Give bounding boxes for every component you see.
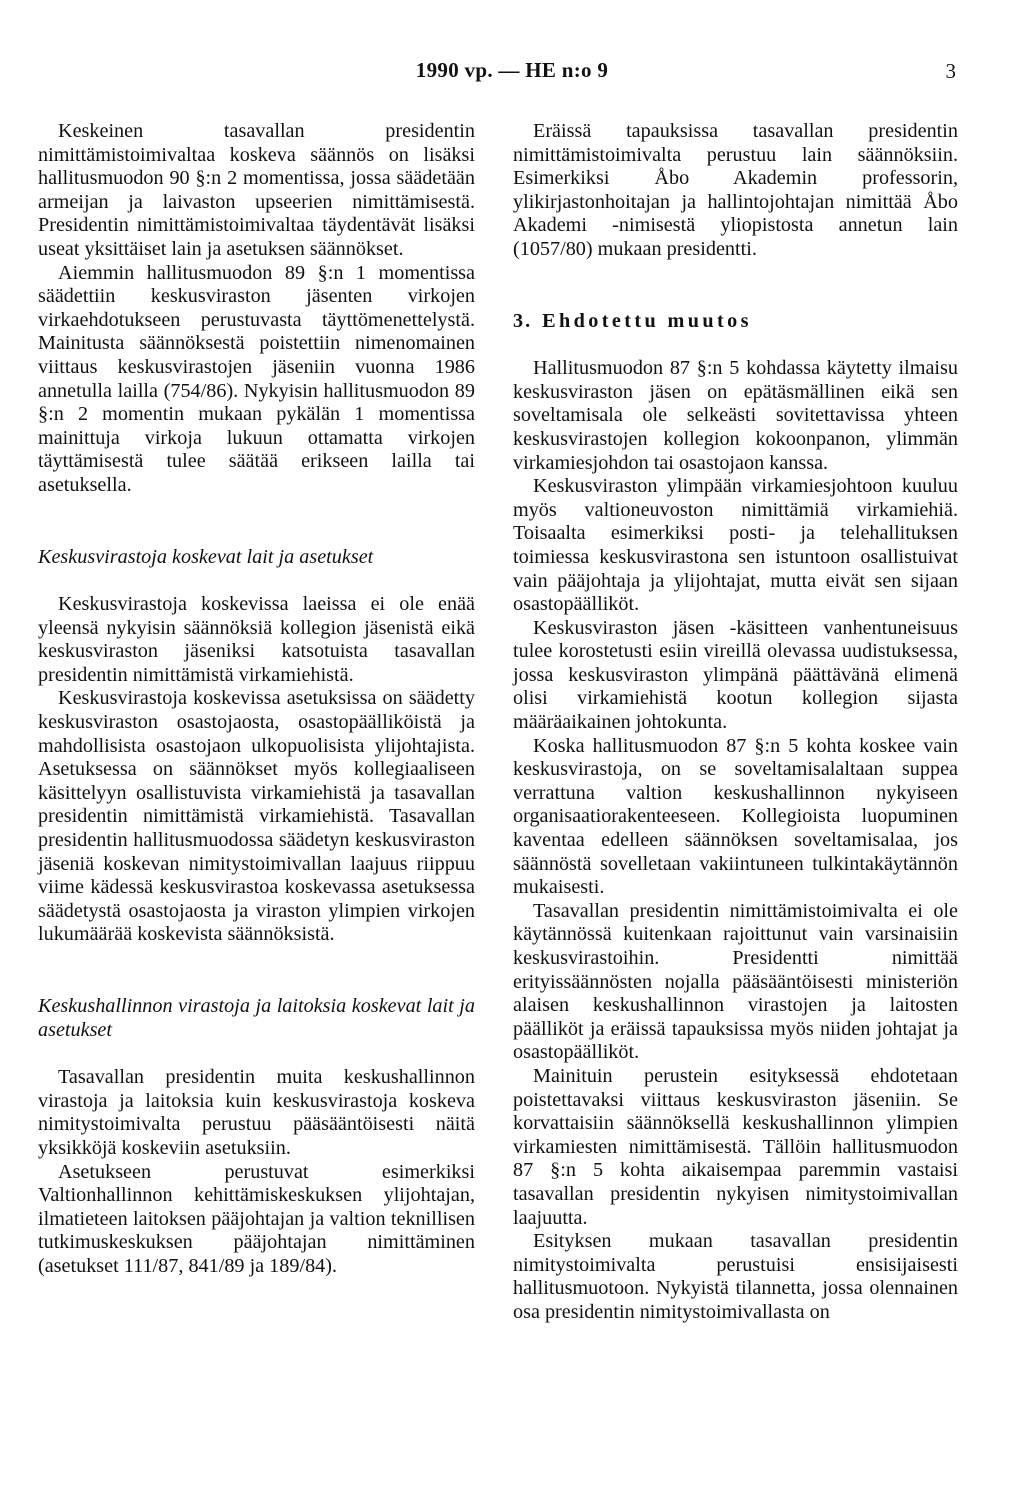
- page-header: [0, 58, 1024, 88]
- paragraph: Eräissä tapauksissa tasavallan presidentin nimittämistoimivalta perustuu lain säännöksiin. Esimerkiksi Åbo Akademin professorin, ylikirjastonhoitajan ja hallintojohtajan nimittää Åbo Akademi -nimisestä yliopistosta annetun lain (1057/80) mukaan presidentti.: [513, 120, 958, 260]
- paragraph: Tasavallan presidentin muita keskushallinnon virastoja ja laitoksia kuin keskusvirastoja koskeva nimitystoimivalta perustuu pääsääntöisesti näitä yksikköjä koskeviin asetuksiin.: [38, 1066, 475, 1159]
- page-number: 3: [945, 59, 956, 83]
- paragraph: Keskeinen tasavallan presidentin nimittämistoimivaltaa koskeva säännös on lisäksi hallitusmuodon 90 §:n 2 momentissa, jossa säädetään armeijan ja laivaston upseerien nimittämisestä. Presidentin nimittämistoimivaltaa täydentävät lisäksi useat yksittäiset lain ja asetuksen säännökset.: [38, 120, 475, 260]
- paragraph: Keskusvirastoja koskevissa laeissa ei ole enää yleensä nykyisin säännöksiä kollegion jäsenistä eikä keskusviraston jäseniksi katsotuista tasavallan presidentin nimittämistä virkamiehistä.: [38, 593, 475, 686]
- paragraph: Keskusviraston ylimpään virkamiesjohtoon kuuluu myös valtioneuvoston nimittämiä virkamiehiä. Toisaalta esimerkiksi posti- ja telehallituksen toimiessa keskusvirastona sen istuntoon osallistuivat vain pääjohtaja ja ylijohtajat, mutta eivät sen sijaan osastopäälliköt.: [513, 475, 958, 616]
- left-column: [38, 120, 475, 1279]
- paragraph: Esityksen mukaan tasavallan presidentin nimitystoimivalta perustuisi ensisijaisesti hallitusmuotoon. Nykyistä tilannetta, jossa olennainen osa presidentin nimitystoimivallasta on: [513, 1230, 958, 1323]
- right-column: [513, 120, 958, 1325]
- section-title: Ehdotettu muutos: [542, 309, 752, 332]
- paragraph: Keskusvirastoja koskevissa asetuksissa on säädetty keskusviraston osastojaosta, osastopäälliköistä ja mahdollisista osastojaon ulkopuolisista ylijohtajista. Asetuksessa on säännökset myös kollegiaaliseen käsittelyyn osallistuvista virkamiehistä ja tasavallan presidentin nimittämistä virkamiehistä. Tasavallan presidentin hallitusmuodossa säädetyn keskusviraston jäseniä koskevan nimitystoimivallan laajuus riippuu viime kädessä keskusvirastoa koskevassa asetuksessa säädetystä osastojaosta ja viraston ylimpien virkojen lukumäärää koskevista säännöksistä.: [38, 687, 475, 946]
- running-header-title: 1990 vp. — HE n:o 9: [415, 58, 609, 82]
- paragraph: Keskusviraston jäsen -käsitteen vanhentuneisuus tulee korostetusti esiin vireillä olevassa uudistuksessa, jossa keskusviraston ylimpänä päättävänä elimenä olisi virkamiehistä kootun kollegion sijasta määräaikainen johtokunta.: [513, 616, 958, 734]
- paragraph: Asetukseen perustuvat esimerkiksi Valtionhallinnon kehittämiskeskuksen ylijohtajan, ilmatieteen laitoksen pääjohtajan ja valtion teknillisen tutkimuskeskuksen pääjohtajan nimittäminen (asetukset 111/87, 841/89 ja 189/84).: [38, 1160, 475, 1277]
- section-heading: [513, 310, 958, 334]
- subheading-keskushallinnon: Keskushallinnon virastoja ja laitoksia koskevat lait ja asetukset: [38, 995, 475, 1041]
- paragraph: Hallitusmuodon 87 §:n 5 kohdassa käytetty ilmaisu keskusviraston jäsen on epätäsmällinen eikä sen soveltamisala ole selkeästi sovitettavissa yhteen keskusvirastojen kollegion kokoonpanon, ylimmän virkamiesjohdon tai osastojaon kanssa.: [513, 357, 958, 474]
- section-number: 3.: [513, 309, 533, 332]
- subheading-keskusvirastoja: Keskusvirastoja koskevat lait ja asetukset: [38, 545, 374, 568]
- paragraph: Tasavallan presidentin nimittämistoimivalta ei ole käytännössä kuitenkaan rajoittunut vain varsinaisiin keskusvirastoihin. Presidentti nimittää erityissäännösten nojalla pääsääntöisesti ministeriön alaisen keskushallinnon virastojen ja laitosten päälliköt ja eräissä tapauksissa myös niiden johtajat ja osastopäälliköt.: [513, 899, 958, 1064]
- paragraph: Mainituin perustein esityksessä ehdotetaan poistettavaksi viittaus keskusviraston jäseniin. Se korvattaisiin säännöksellä keskushallinnon ylimpien virkamiesten nimittämisestä. Tällöin hallitusmuodon 87 §:n 5 kohta aikaisempaa paremmin vastaisi tasavallan presidentin nykyisen nimitystoimivallan laajuutta.: [513, 1064, 958, 1229]
- paragraph: Aiemmin hallitusmuodon 89 §:n 1 momentissa säädettiin keskusviraston jäsenten virkojen virkaehdotukseen perustuvasta täyttömenettelystä. Mainitusta säännöksestä poistettiin nimenomainen viittaus keskusvirastojen jäseniin vuonna 1986 annetulla lailla (754/86). Nykyisin hallitusmuodon 89 §:n 2 momentin mukaan pykälän 1 momentissa mainittuja virkoja lukuun ottamatta virkojen täyttämisestä tulee säätää erikseen lailla tai asetuksella.: [38, 261, 475, 496]
- paragraph: Koska hallitusmuodon 87 §:n 5 kohta koskee vain keskusvirastoja, on se soveltamisalaltaan suppea verrattuna valtion keskushallinnon nykyiseen organisaatiorakenteeseen. Kollegioista luopuminen kaventaa edelleen säännöksen soveltamisalaa, jos säännöstä sovelletaan vakiintuneen tulkintakäytännön mukaisesti.: [513, 734, 958, 899]
